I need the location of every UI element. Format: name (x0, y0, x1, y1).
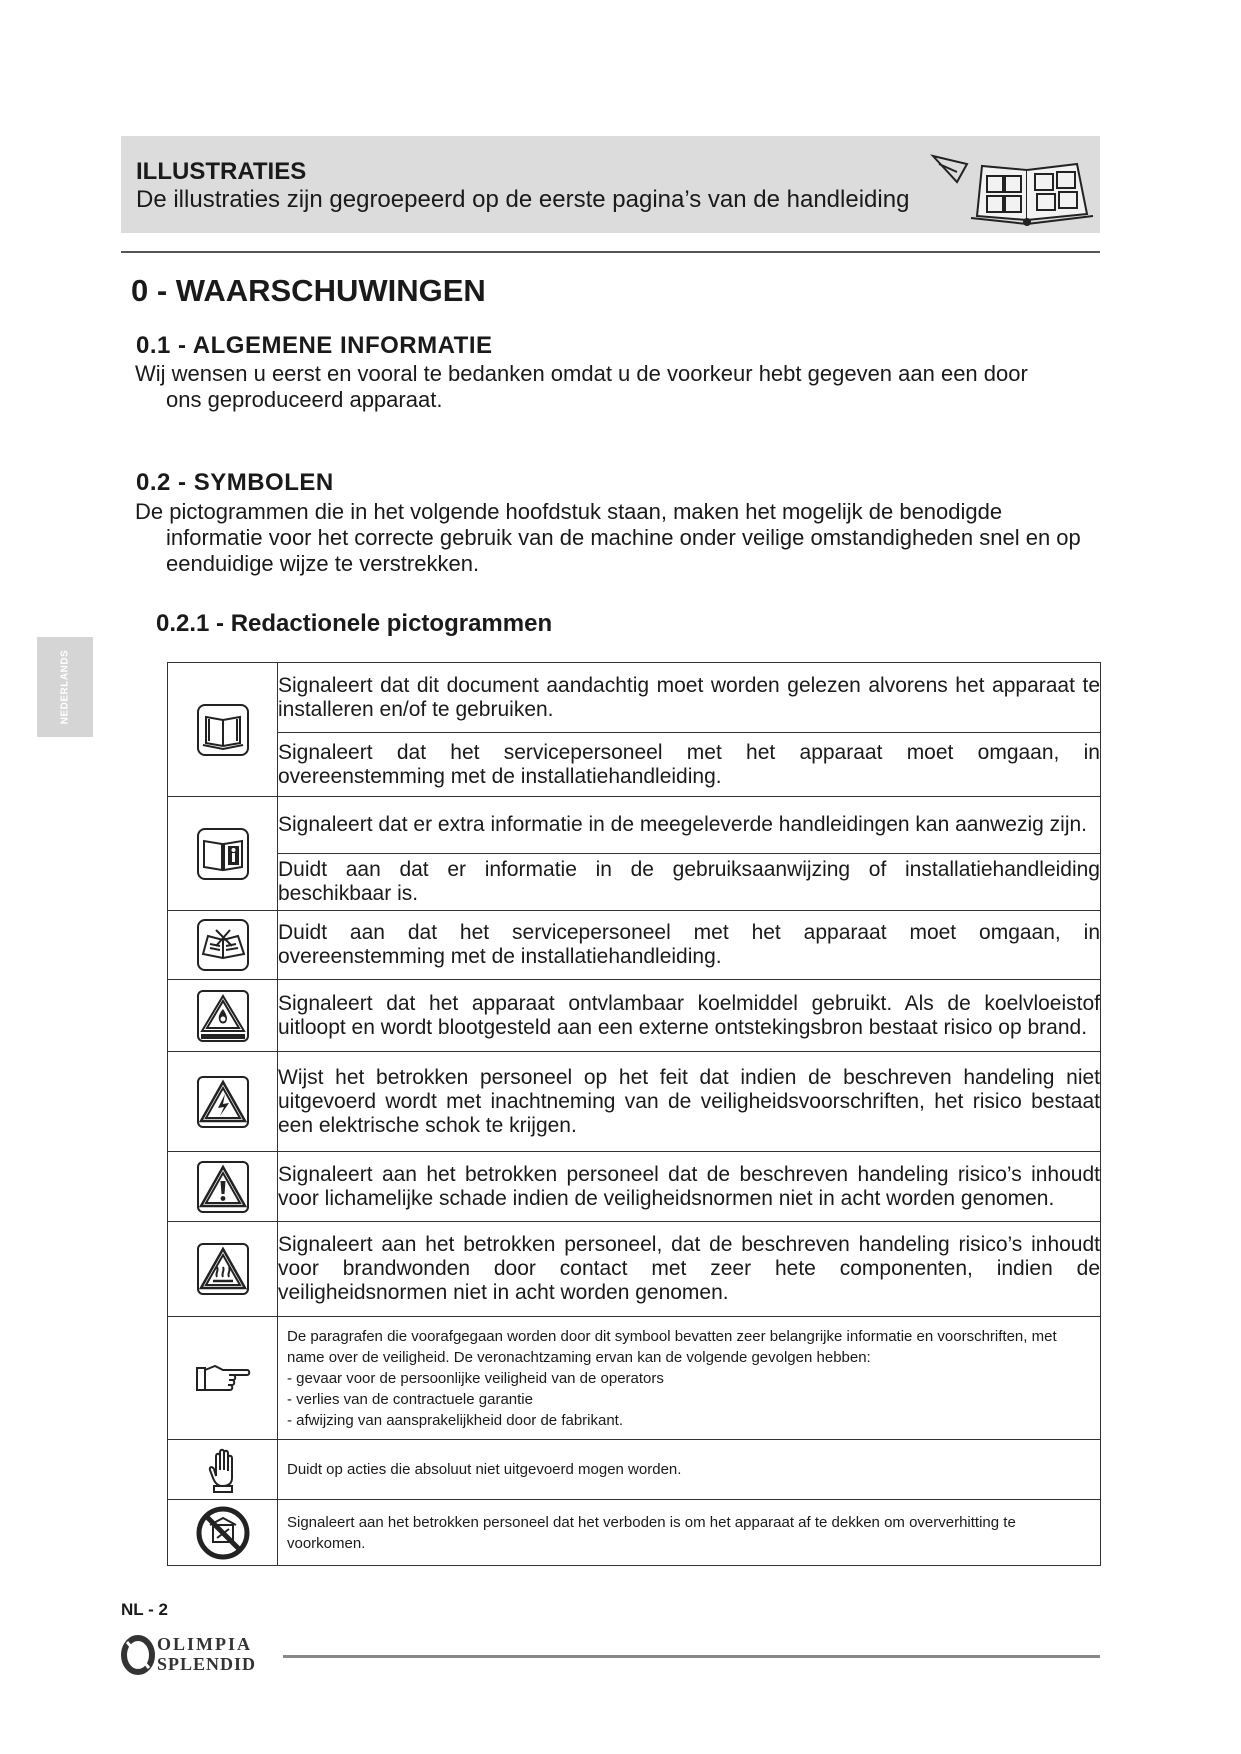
pictogram-table (167, 662, 1101, 1566)
list-item: - afwijzing van aansprakelijkheid door de fabrikant. (287, 1411, 624, 1429)
pictogram-text: Duidt aan dat het servicepersoneel met het apparaat moet omgaan, in overeenstemming met de installatiehandleiding. (278, 911, 1101, 980)
header-divider (121, 251, 1100, 253)
table-row (168, 911, 1101, 980)
read-manual-icon (194, 701, 252, 759)
language-side-tab (37, 637, 93, 737)
general-text-rest: ons geproduceerd apparaat. (166, 387, 443, 412)
list-item: - gevaar voor de persoonlijke veiligheid van de operators (287, 1369, 664, 1387)
manual-info-icon (194, 825, 252, 883)
do-not-cover-icon (195, 1505, 251, 1561)
flammable-warning-icon (194, 987, 252, 1045)
table-row (168, 1052, 1101, 1152)
brand-logo-icon (121, 1634, 155, 1676)
pictogram-text: Signaleert aan het betrokken personeel, dat de beschreven handeling risico’s inhoudt voor brandwonden door contact met zeer hete componenten, indien de veiligheidsnormen niet in acht worden genomen. (278, 1222, 1101, 1317)
pictogram-cell (168, 980, 278, 1052)
brand-logo (121, 1632, 281, 1678)
pictogram-cell (168, 911, 278, 980)
pictogram-cell (168, 1152, 278, 1222)
pictogram-cell (168, 797, 278, 911)
pictogram-text: Signaleert aan het betrokken personeel dat de beschreven handeling risico’s inhoudt voor lichamelijke schade indien de veiligheidsnormen niet in acht worden genomen. (278, 1152, 1101, 1222)
pictogram-cell (168, 1222, 278, 1317)
table-row (168, 1222, 1101, 1317)
general-text-line1: Wij wensen u eerst en vooral te bedanken omdat u de voorkeur hebt gegeven aan een door (135, 361, 1028, 386)
table-row (168, 980, 1101, 1052)
general-warning-icon (194, 1158, 252, 1216)
table-row (168, 1317, 1101, 1440)
electric-shock-warning-icon (194, 1073, 252, 1131)
banner-title: ILLUSTRATIES (136, 158, 307, 185)
illustrations-banner (121, 136, 1100, 233)
pointing-hand-icon (195, 1360, 251, 1396)
pictogram-cell (168, 1052, 278, 1152)
pictogram-text: Signaleert dat het apparaat ontvlambaar koelmiddel gebruikt. Als de koelvloeistof uitloopt en wordt blootgesteld aan een externe ontstekingsbron bestaat risico op brand. (278, 980, 1101, 1052)
section-symbols-title: 0.2 - SYMBOLEN (136, 469, 334, 496)
page-number: NL - 2 (121, 1600, 168, 1619)
pictogram-text: De paragrafen die voorafgegaan worden door dit symbool bevatten zeer belangrijke informatie en voorschriften, met name over de veiligheid. De veronachtzaming ervan kan de volgende gevolgen hebben: (287, 1327, 1057, 1366)
banner-subtitle: De illustraties zijn gegroepeerd op de eerste pagina’s van de handleiding (136, 186, 910, 213)
table-row (168, 1440, 1101, 1500)
pictogram-text: Wijst het betrokken personeel op het feit dat indien de beschreven handeling niet uitgevoerd wordt met inachtneming van de veiligheidsvoorschriften, het risico bestaat een elektrische schok te krijgen. (278, 1052, 1101, 1152)
table-row (168, 663, 1101, 733)
pictogram-cell (168, 1317, 278, 1440)
brand-word-2: SPLENDID (157, 1654, 257, 1674)
list-item: - verlies van de contractuele garantie (287, 1390, 533, 1408)
pictogram-text: Signaleert dat dit document aandachtig moet worden gelezen alvorens het apparaat te installeren en/of te gebruiken. (278, 663, 1101, 733)
service-manual-icon (194, 916, 252, 974)
pictogram-text: Duidt aan dat er informatie in de gebruiksaanwijzing of installatiehandleiding beschikbaar is. (278, 854, 1101, 911)
table-row (168, 1152, 1101, 1222)
pictogram-cell (168, 1440, 278, 1500)
section-general-text (135, 361, 1103, 413)
hot-surface-warning-icon (194, 1240, 252, 1298)
symbols-text-rest: informatie voor het correcte gebruik van de machine onder veilige omstandigheden snel en op eenduidige wijze te verstrekken. (166, 525, 1081, 576)
footer-divider (283, 1655, 1100, 1658)
table-row (168, 733, 1101, 797)
table-row (168, 854, 1101, 911)
pictogram-text: Signaleert aan het betrokken personeel dat het verboden is om het apparaat af te dekken om oververhitting te voorkomen. (278, 1500, 1101, 1566)
symbols-text-line1: De pictogrammen die in het volgende hoofdstuk staan, maken het mogelijk de benodigde (135, 499, 1003, 524)
pictogram-cell (168, 663, 278, 797)
table-row (168, 797, 1101, 854)
table-row (168, 1500, 1101, 1566)
open-manual-icon (927, 146, 1097, 226)
chapter-title: 0 - WAARSCHUWINGEN (131, 273, 486, 308)
side-tab-label: NEDERLANDS (59, 649, 71, 725)
section-editorial-title: 0.2.1 - Redactionele pictogrammen (156, 610, 553, 637)
brand-word-1: OLIMPIA (157, 1634, 252, 1654)
pictogram-text: Duidt op acties die absoluut niet uitgevoerd mogen worden. (278, 1440, 1101, 1500)
pictogram-text: Signaleert dat het servicepersoneel met het apparaat moet omgaan, in overeenstemming met de installatiehandleiding. (278, 733, 1101, 797)
section-general-title: 0.1 - ALGEMENE INFORMATIE (136, 332, 493, 359)
raised-hand-icon (208, 1446, 238, 1494)
section-symbols-text (135, 499, 1103, 577)
pictogram-text-block (278, 1317, 1101, 1440)
pictogram-cell (168, 1500, 278, 1566)
pictogram-text: Signaleert dat er extra informatie in de meegeleverde handleidingen kan aanwezig zijn. (278, 797, 1101, 854)
